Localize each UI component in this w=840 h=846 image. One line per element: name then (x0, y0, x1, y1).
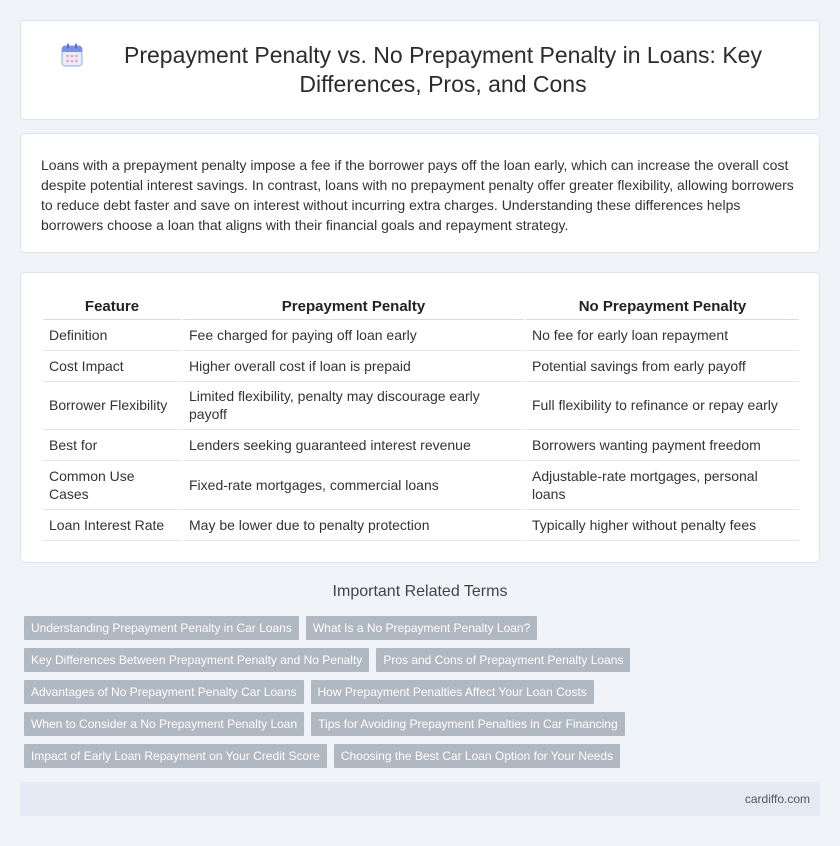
footer-site[interactable]: cardiffo.com (744, 792, 810, 806)
calendar-icon (61, 43, 83, 67)
header-feature: Feature (43, 295, 182, 319)
related-term-link[interactable]: Tips for Avoiding Prepayment Penalties in Car Financing (311, 712, 625, 736)
table-cell: Limited flexibility, penalty may discourage early payoff (182, 381, 525, 429)
table-row (43, 429, 799, 460)
page-title: Prepayment Penalty vs. No Prepayment Penalty in Loans: Key Differences, Pros, and Cons (124, 42, 762, 97)
table-cell: No fee for early loan repayment (525, 319, 799, 350)
intro-card (20, 133, 820, 253)
comparison-card (20, 272, 820, 563)
related-term-link[interactable]: Choosing the Best Car Loan Option for Your Needs (334, 744, 620, 768)
related-terms-title: Important Related Terms (332, 583, 508, 600)
related-term-link[interactable]: Advantages of No Prepayment Penalty Car Loans (24, 680, 304, 704)
intro-paragraph: Loans with a prepayment penalty impose a fee if the borrower pays off the loan early, which can increase the overall cost despite potential interest savings. In contrast, loans with no prepayment penalty offer greater flexibility, allowing borrowers to reduce debt faster and save on interest without incurring extra charges. Understanding these differences helps borrowers choose a loan that aligns with their financial goals and repayment strategy. (41, 157, 794, 233)
comparison-table (43, 295, 799, 541)
table-header-row (43, 295, 799, 319)
table-cell: Typically higher without penalty fees (525, 509, 799, 540)
related-term-link[interactable]: When to Consider a No Prepayment Penalty Loan (24, 712, 304, 736)
table-cell: Definition (43, 319, 182, 350)
related-term-link[interactable]: What Is a No Prepayment Penalty Loan? (306, 616, 537, 640)
table-cell: Borrower Flexibility (43, 381, 182, 429)
table-row (43, 350, 799, 381)
related-term-link[interactable]: Impact of Early Loan Repayment on Your Credit Score (24, 744, 327, 768)
table-cell: Potential savings from early payoff (525, 350, 799, 381)
table-row (43, 460, 799, 509)
related-term-link[interactable]: Key Differences Between Prepayment Penalty and No Penalty (24, 648, 369, 672)
table-row (43, 381, 799, 429)
table-cell: Fee charged for paying off loan early (182, 319, 525, 350)
table-cell: Borrowers wanting payment freedom (525, 429, 799, 460)
related-term-link[interactable]: Understanding Prepayment Penalty in Car Loans (24, 616, 299, 640)
header-prepayment-penalty: Prepayment Penalty (182, 295, 525, 319)
table-cell: Adjustable-rate mortgages, personal loans (525, 460, 799, 509)
related-term-link[interactable]: How Prepayment Penalties Affect Your Loan Costs (311, 680, 594, 704)
table-cell: Lenders seeking guaranteed interest revenue (182, 429, 525, 460)
table-cell: May be lower due to penalty protection (182, 509, 525, 540)
related-terms-list (24, 616, 824, 776)
footer (20, 782, 820, 816)
table-cell: Higher overall cost if loan is prepaid (182, 350, 525, 381)
header-no-prepayment-penalty: No Prepayment Penalty (525, 295, 799, 319)
related-term-link[interactable]: Pros and Cons of Prepayment Penalty Loans (376, 648, 630, 672)
table-row (43, 319, 799, 350)
table-cell: Full flexibility to refinance or repay early (525, 381, 799, 429)
table-row (43, 509, 799, 540)
table-cell: Cost Impact (43, 350, 182, 381)
table-cell: Fixed-rate mortgages, commercial loans (182, 460, 525, 509)
table-cell: Best for (43, 429, 182, 460)
table-cell: Loan Interest Rate (43, 509, 182, 540)
header-card (20, 20, 820, 120)
table-cell: Common Use Cases (43, 460, 182, 509)
